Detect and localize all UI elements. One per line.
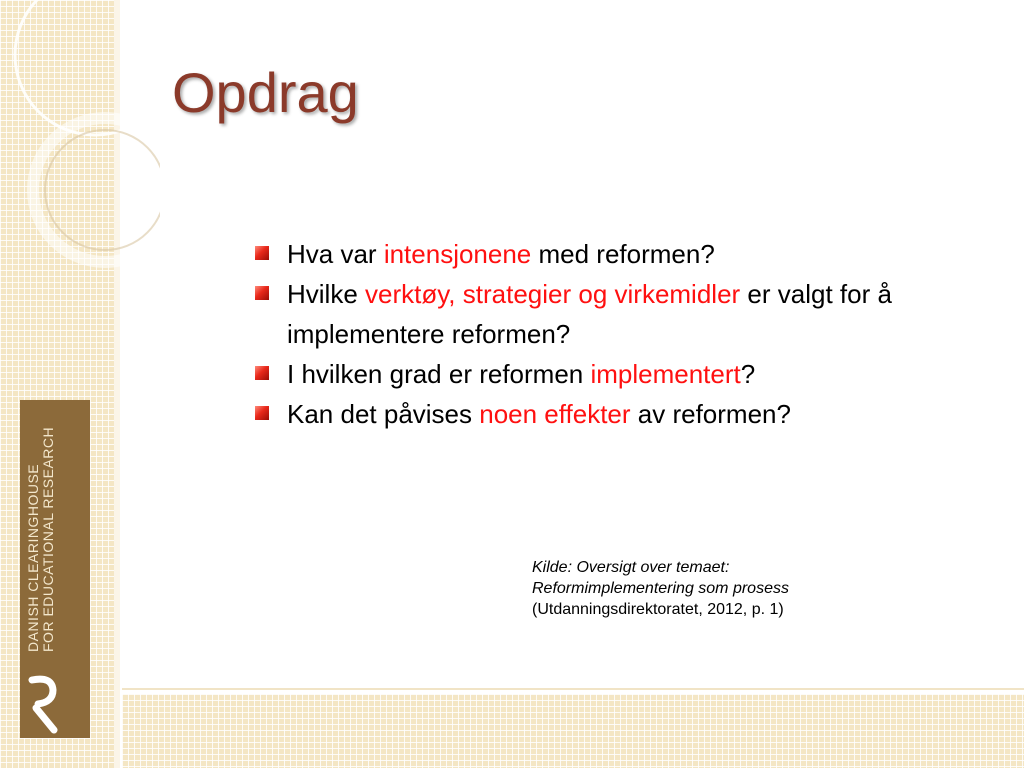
logo-mark-icon bbox=[26, 672, 60, 734]
slide-title: Opdrag bbox=[172, 61, 359, 124]
bullet-text: Hva var bbox=[287, 239, 384, 269]
bullet-highlight: intensjonene bbox=[383, 239, 532, 269]
source-line-1: Kilde: Oversigt over temaet: bbox=[532, 559, 730, 576]
bullet-square-icon bbox=[255, 366, 269, 380]
logo-line-1: DANISH CLEARINGHOUSE bbox=[25, 463, 41, 652]
bullet-text: Kan det påvises bbox=[287, 399, 480, 429]
bullet-item bbox=[255, 274, 895, 354]
decorative-circles bbox=[0, 0, 160, 270]
bullet-highlight: noen effekter bbox=[479, 399, 631, 429]
bullet-square-icon bbox=[255, 246, 269, 260]
logo-line-2: FOR EDUCATIONAL RESEARCH bbox=[40, 426, 56, 652]
bottom-decorative-strip bbox=[122, 694, 1024, 768]
bullet-text: er valgt for å implementere reformen? bbox=[287, 279, 892, 349]
bullet-item bbox=[255, 234, 895, 274]
bullet-list bbox=[255, 234, 895, 434]
bullet-highlight: verktøy, strategier og virkemidler bbox=[365, 279, 741, 309]
bullet-item bbox=[255, 354, 895, 394]
bullet-square-icon bbox=[255, 406, 269, 420]
source-line-3: (Utdanningsdirektoratet, 2012, p. 1) bbox=[532, 601, 784, 618]
bullet-text: Hvilke bbox=[287, 279, 366, 309]
bullet-highlight: implementert bbox=[590, 359, 741, 389]
bullet-item bbox=[255, 394, 895, 434]
bottom-rule bbox=[122, 688, 1024, 690]
source-citation bbox=[532, 557, 789, 620]
logo-text bbox=[26, 427, 60, 652]
source-line-2: Reformimplementering som prosess bbox=[532, 580, 789, 597]
bullet-text: I hvilken grad er reformen bbox=[287, 359, 591, 389]
bullet-text: ? bbox=[740, 359, 756, 389]
bullet-text: av reformen? bbox=[630, 399, 791, 429]
bullet-text: med reformen? bbox=[531, 239, 715, 269]
bullet-square-icon bbox=[255, 286, 269, 300]
